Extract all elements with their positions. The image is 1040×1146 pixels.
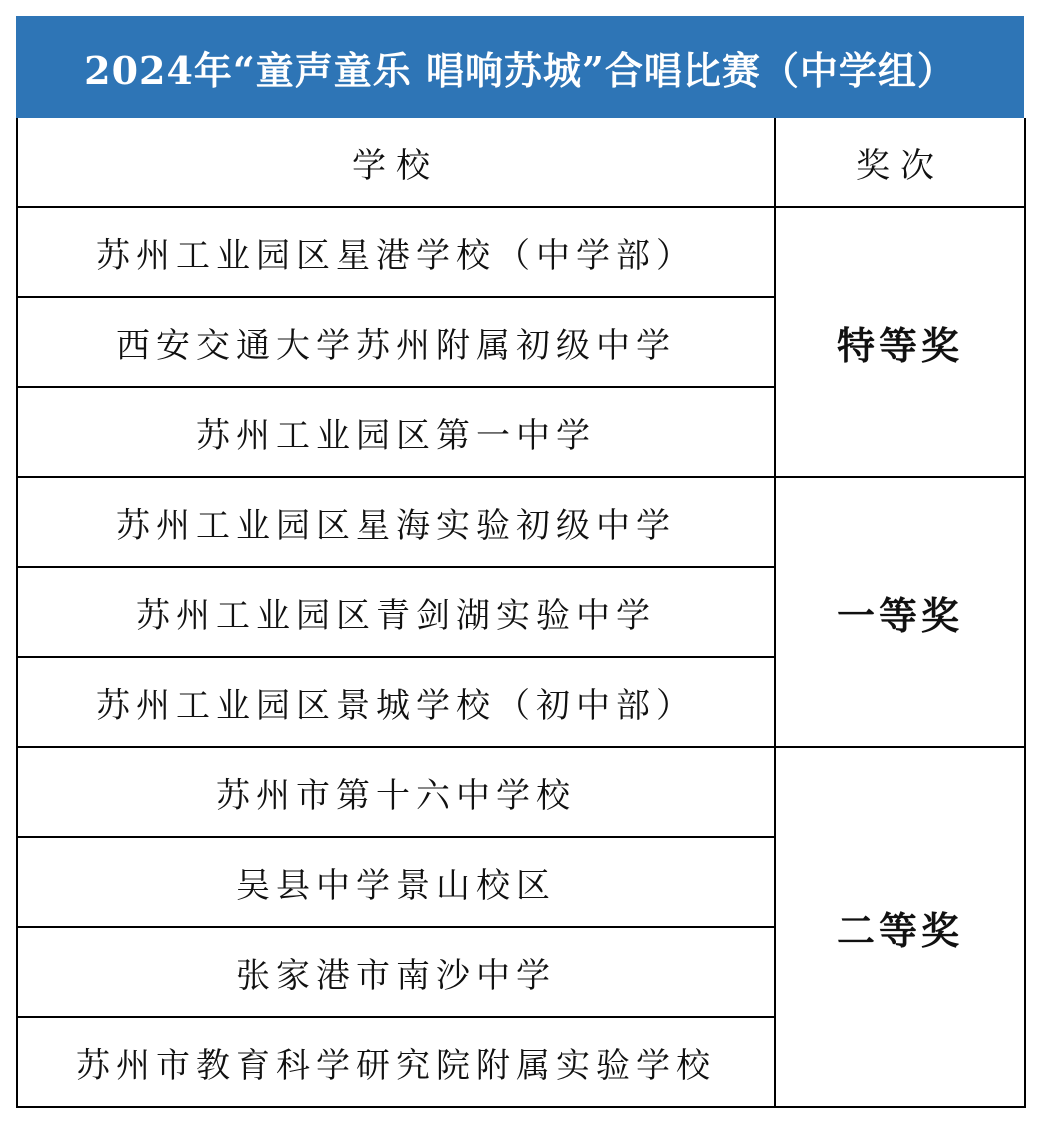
school-cell: 张家港市南沙中学 xyxy=(17,927,775,1017)
column-header-award: 奖次 xyxy=(775,118,1025,207)
award-table xyxy=(16,118,1026,1108)
award-cell-second: 二等奖 xyxy=(775,747,1025,1107)
school-cell: 苏州市第十六中学校 xyxy=(17,747,775,837)
school-cell: 苏州市教育科学研究院附属实验学校 xyxy=(17,1017,775,1107)
column-header-school: 学校 xyxy=(17,118,775,207)
award-cell-first: 一等奖 xyxy=(775,477,1025,747)
school-cell: 西安交通大学苏州附属初级中学 xyxy=(17,297,775,387)
school-cell: 吴县中学景山校区 xyxy=(17,837,775,927)
table-row xyxy=(17,477,1025,567)
sheet-title: 2024年“童声童乐 唱响苏城”合唱比赛（中学组） xyxy=(16,16,1024,118)
header-row xyxy=(17,118,1025,207)
award-sheet xyxy=(16,16,1024,1108)
school-cell: 苏州工业园区星海实验初级中学 xyxy=(17,477,775,567)
school-cell: 苏州工业园区景城学校（初中部） xyxy=(17,657,775,747)
table-row xyxy=(17,207,1025,297)
school-cell: 苏州工业园区第一中学 xyxy=(17,387,775,477)
school-cell: 苏州工业园区星港学校（中学部） xyxy=(17,207,775,297)
table-row xyxy=(17,747,1025,837)
school-cell: 苏州工业园区青剑湖实验中学 xyxy=(17,567,775,657)
award-cell-special: 特等奖 xyxy=(775,207,1025,477)
